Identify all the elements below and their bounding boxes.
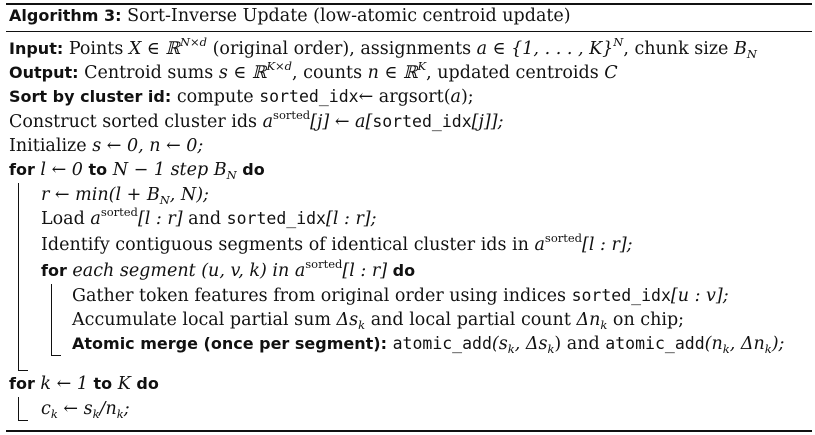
- for-keyword: for: [9, 374, 35, 393]
- for-sub: N: [226, 168, 237, 182]
- for-inner-text: each segment: [72, 261, 196, 281]
- inner-loop-bar: [51, 284, 52, 356]
- accumulate-math: Δs: [336, 310, 359, 330]
- construct-math: a: [262, 112, 274, 132]
- to-keyword: to: [93, 374, 113, 393]
- algorithm-caption: [9, 6, 571, 26]
- gather-code: sorted_idx: [571, 286, 671, 305]
- inner-loop-end: [51, 355, 61, 356]
- load-math: [l : r];: [326, 209, 377, 229]
- sort-code: sorted_idx: [259, 87, 359, 106]
- load-text: Load: [41, 209, 85, 229]
- for-keyword: for: [9, 160, 35, 179]
- loop-body-bar: [18, 183, 19, 371]
- accumulate-sub: k: [358, 318, 366, 332]
- construct-text: Construct sorted cluster ids: [9, 112, 258, 132]
- to-keyword: to: [88, 160, 108, 179]
- top-rule: [6, 3, 812, 5]
- construct-line: [9, 108, 504, 133]
- for-math: l ← 0: [40, 160, 83, 180]
- do-keyword: do: [242, 160, 265, 179]
- centroid-math: ;: [123, 399, 130, 419]
- load-code: sorted_idx: [226, 209, 326, 228]
- r-sub: N: [159, 193, 170, 207]
- atomic-sub: k: [507, 342, 515, 356]
- output-text: Centroid sums: [84, 63, 214, 83]
- centroid-sub: k: [92, 407, 100, 421]
- for-math: B: [213, 160, 227, 180]
- input-keyword: Input:: [9, 39, 64, 58]
- construct-math: [j]];: [471, 112, 504, 132]
- for-keyword: for: [41, 261, 67, 280]
- input-sup: N×d: [179, 35, 208, 49]
- load-math: a: [90, 209, 101, 229]
- do-keyword: do: [392, 261, 416, 280]
- output-text: , updated centroids: [426, 63, 599, 83]
- input-math: B: [733, 39, 747, 59]
- atomic-math: (s: [491, 334, 508, 354]
- centroid-math: /n: [99, 399, 117, 419]
- input-sub: N: [746, 47, 757, 61]
- sort-line: [9, 86, 474, 108]
- accumulate-text: and local partial count: [370, 310, 571, 330]
- sort-text: compute: [176, 87, 254, 107]
- centroid-math: c: [41, 399, 51, 419]
- gather-text: Gather token features from original order using indices: [72, 286, 566, 306]
- step-text: step: [170, 160, 209, 180]
- output-math: n ∈ ℝ: [367, 63, 418, 83]
- for-inner-sup: sorted: [305, 257, 343, 271]
- atomic-code: atomic_add: [392, 334, 492, 353]
- atomic-sub: k: [547, 342, 555, 356]
- do-keyword: do: [136, 374, 159, 393]
- output-sup: K: [417, 59, 427, 73]
- caption-rule: [6, 31, 812, 32]
- for-inner-math: [l : r]: [342, 261, 388, 281]
- output-math: C: [604, 63, 618, 83]
- algorithm-title: Sort-Inverse Update (low-atomic centroid update): [127, 6, 571, 26]
- gather-line: [72, 285, 729, 307]
- input-math: X ∈ ℝ: [128, 39, 180, 59]
- construct-sup: sorted: [273, 108, 311, 122]
- for-k-math: K: [117, 374, 131, 394]
- accumulate-math: Δn: [576, 310, 601, 330]
- for-outer-line: [9, 159, 265, 181]
- accumulate-line: [72, 309, 684, 331]
- load-text: and: [188, 209, 222, 229]
- init-line: [9, 135, 203, 157]
- for-k-body-end: [18, 420, 28, 421]
- centroid-line: [41, 398, 130, 420]
- for-inner-line: [41, 257, 416, 282]
- for-k-line: [9, 373, 159, 395]
- for-inner-text: in: [272, 261, 290, 281]
- algorithm-label: Algorithm 3:: [9, 6, 122, 25]
- input-line: [9, 35, 757, 61]
- for-inner-math: (u, v, k): [201, 261, 267, 281]
- sort-keyword: Sort by cluster id:: [9, 87, 172, 106]
- input-sup: N: [613, 35, 624, 49]
- atomic-math: , Δn: [729, 334, 765, 354]
- r-math: r ← min(l + B: [41, 185, 160, 205]
- identify-line: [41, 231, 633, 256]
- atomic-sub: k: [722, 342, 730, 356]
- output-keyword: Output:: [9, 63, 79, 82]
- for-math: N − 1: [112, 160, 165, 180]
- input-math: a ∈ {1, . . . , K}: [476, 39, 614, 59]
- gather-math: [u : v];: [670, 286, 729, 306]
- atomic-line: [72, 333, 784, 355]
- for-inner-math: a: [294, 261, 306, 281]
- identify-math: a: [534, 235, 545, 255]
- output-sup: K×d: [266, 59, 293, 73]
- identify-sup: sorted: [544, 231, 583, 245]
- construct-code: sorted_idx: [372, 112, 472, 131]
- load-math: [l : r]: [137, 209, 183, 229]
- sort-math: a: [450, 87, 461, 107]
- init-math: s ← 0, n ← 0;: [92, 136, 204, 156]
- input-text: , chunk size: [623, 39, 729, 59]
- accumulate-sub: k: [600, 318, 608, 332]
- atomic-math: , Δs: [514, 334, 548, 354]
- identify-text: Identify contiguous segments of identical cluster ids in: [41, 235, 529, 255]
- loop-body-end: [18, 370, 28, 371]
- accumulate-text: on chip;: [612, 310, 685, 330]
- input-text: Points: [68, 39, 124, 59]
- atomic-sub: k: [764, 342, 772, 356]
- centroid-sub: k: [50, 407, 58, 421]
- accumulate-text: Accumulate local partial sum: [72, 310, 331, 330]
- for-k-body-bar: [18, 397, 19, 421]
- output-text: , counts: [292, 63, 363, 83]
- output-line: [9, 59, 618, 84]
- load-sup: sorted: [100, 205, 138, 219]
- r-assign-line: [41, 184, 209, 206]
- atomic-keyword: Atomic merge (once per segment):: [72, 334, 387, 353]
- atomic-code: atomic_add: [605, 334, 705, 353]
- r-math: , N);: [169, 185, 209, 205]
- atomic-math: (n: [704, 334, 723, 354]
- init-text: Initialize: [9, 136, 87, 156]
- load-line: [41, 205, 377, 230]
- atomic-text: ) and: [554, 334, 600, 354]
- centroid-sub: k: [116, 407, 124, 421]
- bottom-rule: [6, 430, 812, 432]
- for-k-math: k ← 1: [40, 374, 88, 394]
- centroid-math: ← s: [63, 399, 93, 419]
- sort-math: ← argsort(: [358, 87, 451, 107]
- sort-math: );: [460, 87, 474, 107]
- atomic-math: );: [771, 334, 785, 354]
- input-text: (original order), assignments: [212, 39, 472, 59]
- construct-math: [j] ← a[: [310, 112, 373, 132]
- identify-math: [l : r];: [582, 235, 633, 255]
- output-math: s ∈ ℝ: [218, 63, 267, 83]
